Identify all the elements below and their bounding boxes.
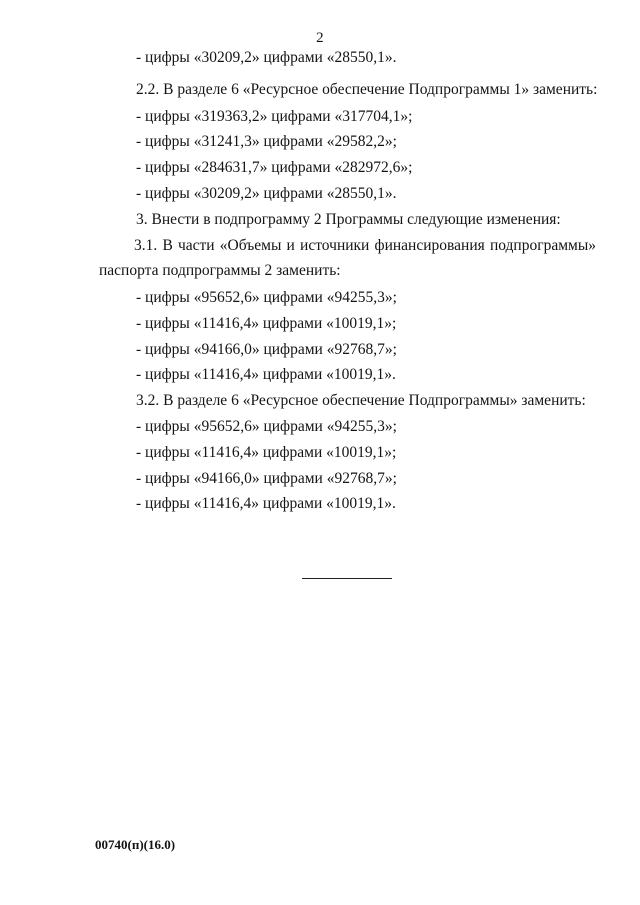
text-line: - цифры «30209,2» цифрами «28550,1». [136,185,397,202]
text-line: - цифры «95652,6» цифрами «94255,3»; [136,418,397,435]
text-line: - цифры «94166,0» цифрами «92768,7»; [136,341,397,358]
text-line: - цифры «30209,2» цифрами «28550,1». [136,49,397,66]
text-line: 3. Внести в подпрограмму 2 Программы следующие изменения: [136,211,561,228]
text-line: - цифры «11416,4» цифрами «10019,1»; [136,444,397,461]
text-line: 3.2. В разделе 6 «Ресурсное обеспечение Подпрограммы» заменить: [136,392,586,409]
page-number: 2 [316,30,324,46]
divider [302,578,392,579]
text-line: - цифры «11416,4» цифрами «10019,1»; [136,315,397,332]
document-code: 00740(п)(16.0) [95,837,176,852]
text-line: - цифры «11416,4» цифрами «10019,1». [136,366,396,383]
text-line: - цифры «284631,7» цифрами «282972,6»; [136,159,413,176]
text-line: - цифры «95652,6» цифрами «94255,3»; [136,289,397,306]
text-line: - цифры «11416,4» цифрами «10019,1». [136,495,396,512]
text-line: паспорта подпрограммы 2 заменить: [99,262,341,279]
text-line: - цифры «94166,0» цифрами «92768,7»; [136,470,397,487]
text-line: - цифры «31241,3» цифрами «29582,2»; [136,133,397,150]
text-line: 3.1. В части «Объемы и источники финансирования подпрограммы» [134,237,596,254]
text-line: - цифры «319363,2» цифрами «317704,1»; [136,108,413,125]
text-line: 2.2. В разделе 6 «Ресурсное обеспечение Подпрограммы 1» заменить: [136,81,598,98]
